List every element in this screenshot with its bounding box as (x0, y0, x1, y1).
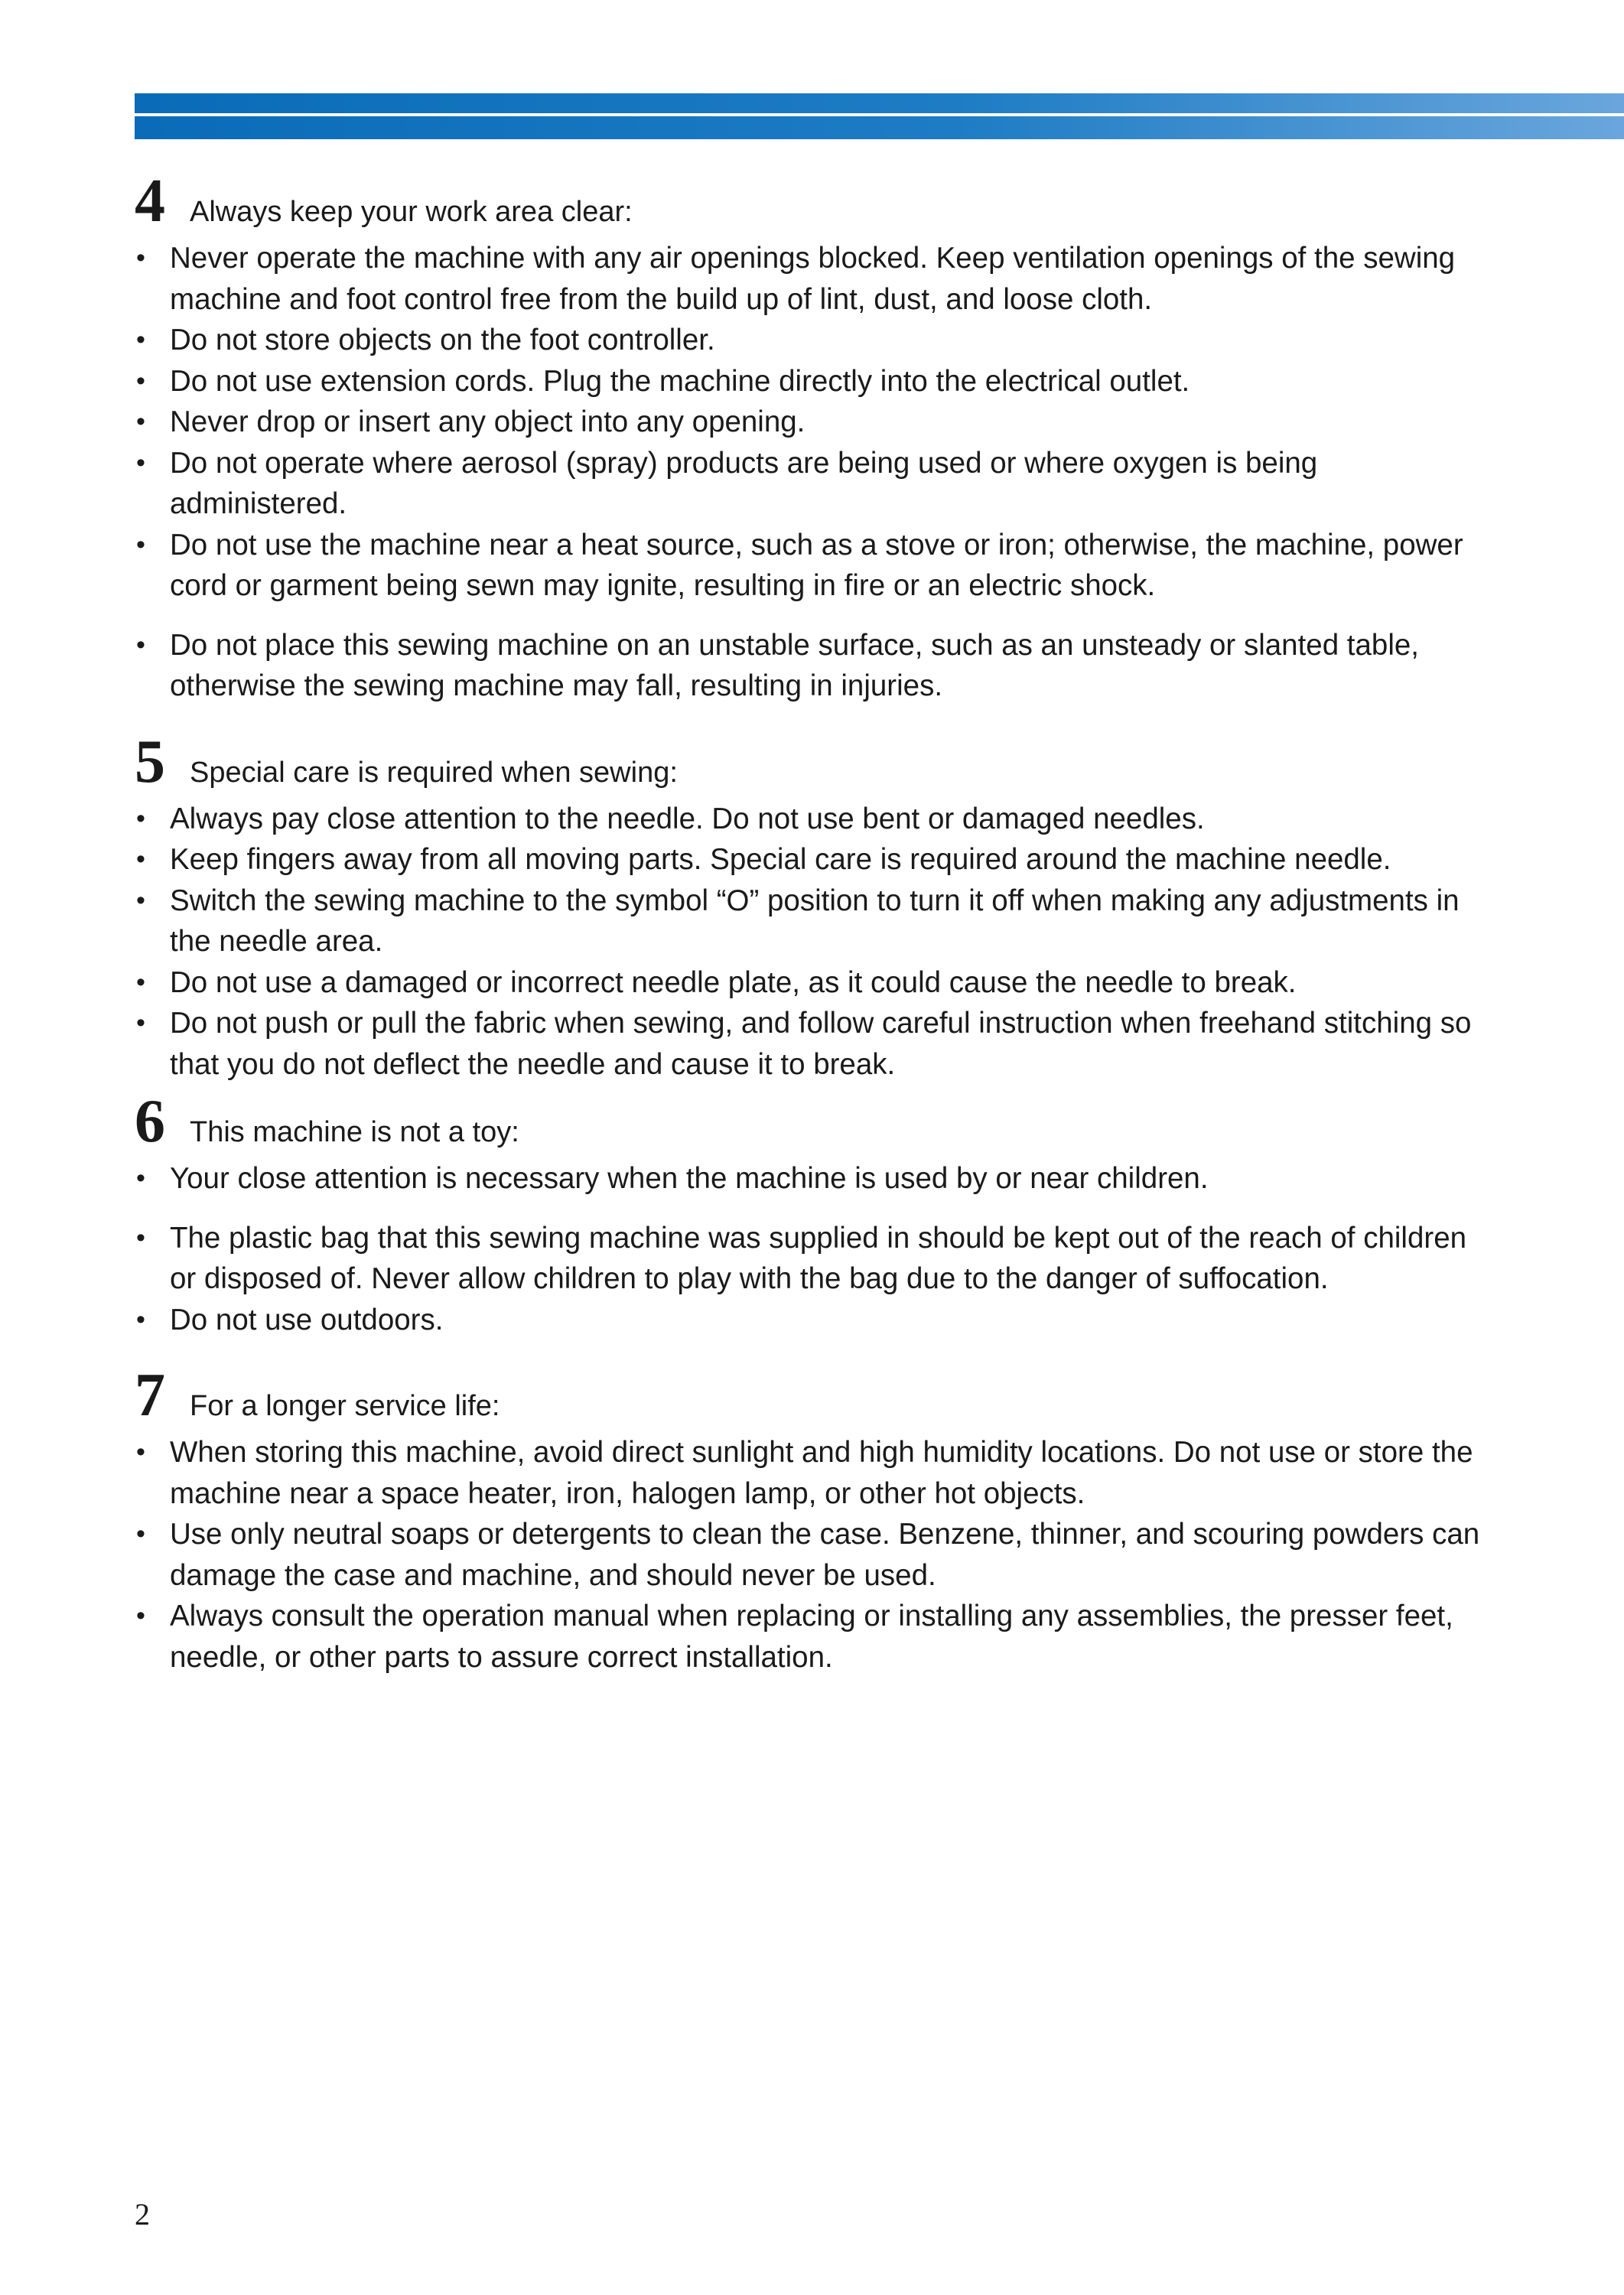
bullet-icon: • (136, 885, 145, 915)
page-number: 2 (135, 2197, 150, 2232)
section-title: For a longer service life: (190, 1390, 500, 1422)
section-heading (135, 725, 1496, 799)
header-color-band (135, 93, 1624, 139)
bullet-icon: • (136, 1519, 145, 1548)
bullet-icon: • (136, 407, 145, 436)
list-item-text: Do not use extension cords. Plug the machine directly into the electrical outlet. (170, 364, 1190, 398)
list-item (135, 1514, 1496, 1596)
list-item-text: Do not use a damaged or incorrect needle plate, as it could cause the needle to break. (170, 965, 1297, 999)
list-item-text: Do not push or pull the fabric when sewing, and follow careful instruction when freehand stitching so that you do not deflect the needle and cause it to break. (170, 1007, 1472, 1081)
bullet-list (135, 799, 1496, 1086)
list-item (135, 962, 1496, 1004)
bullet-icon: • (136, 1222, 145, 1252)
list-item (135, 1596, 1496, 1678)
list-item (135, 1218, 1496, 1300)
list-item-text: Never drop or insert any object into any opening. (170, 405, 805, 438)
list-item (135, 320, 1496, 361)
section-heading (135, 1085, 1496, 1158)
list-item (135, 402, 1496, 443)
list-item-text: Use only neutral soaps or detergents to clean the case. Benzene, thinner, and scouring powders can damage the case and machine, and should never be used. (170, 1518, 1480, 1592)
bullet-icon: • (136, 366, 145, 396)
bullet-list (135, 1158, 1496, 1340)
list-item (135, 1300, 1496, 1341)
section-7 (135, 1359, 1496, 1678)
list-item-text: Never operate the machine with any air openings blocked. Keep ventilation openings of the sewing machine and foot control free from the build up of lint, dust, and loose cloth. (170, 242, 1456, 316)
bullet-icon: • (136, 1304, 145, 1334)
list-item-text: Do not use the machine near a heat source, such as a stove or iron; otherwise, the machine, power cord or garment being sewn may ignite, resulting in fire or an electric shock. (170, 528, 1463, 602)
bullet-icon: • (136, 448, 145, 477)
bullet-icon: • (136, 325, 145, 354)
page-content (135, 164, 1496, 1678)
section-title: Special care is required when sewing: (190, 756, 678, 789)
bullet-icon: • (136, 803, 145, 833)
list-item (135, 238, 1496, 320)
section-number: 4 (135, 168, 165, 235)
list-item (135, 1432, 1496, 1514)
list-item (135, 1158, 1496, 1200)
list-item (135, 799, 1496, 840)
list-item-text: Do not place this sewing machine on an unstable surface, such as an unsteady or slanted table, otherwise the sewing machine may fall, resulting in injuries. (170, 628, 1419, 702)
header-band-upper (135, 93, 1624, 113)
list-item-text: Switch the sewing machine to the symbol “O” position to turn it off when making any adjustments in the needle area. (170, 884, 1460, 958)
list-item-text: Do not use outdoors. (170, 1303, 444, 1336)
bullet-icon: • (136, 845, 145, 874)
list-item (135, 443, 1496, 525)
list-item-text: When storing this machine, avoid direct sunlight and high humidity locations. Do not use or store the machine near a space heater, iron, halogen lamp, or other hot objects. (170, 1436, 1473, 1510)
list-item (135, 361, 1496, 402)
section-title: This machine is not a toy: (190, 1116, 519, 1148)
section-number: 5 (135, 728, 165, 796)
list-item (135, 1003, 1496, 1085)
bullet-icon: • (136, 243, 145, 272)
bullet-icon: • (136, 1601, 145, 1630)
list-item (135, 525, 1496, 607)
list-item-text: Keep fingers away from all moving parts. Special care is required around the machine needle. (170, 843, 1391, 876)
list-item-text: The plastic bag that this sewing machine was supplied in should be kept out of the reach of children or disposed of. Never allow children to play with the bag due to the danger of suffocation. (170, 1221, 1467, 1295)
header-band-lower (135, 116, 1624, 139)
list-item (135, 625, 1496, 707)
bullet-icon: • (136, 1164, 145, 1193)
bullet-icon: • (136, 1008, 145, 1037)
bullet-icon: • (136, 967, 145, 997)
section-heading (135, 164, 1496, 238)
section-title: Always keep your work area clear: (190, 196, 633, 228)
bullet-list (135, 238, 1496, 707)
list-item-text: Do not operate where aerosol (spray) products are being used or where oxygen is being administered. (170, 446, 1318, 520)
section-heading (135, 1359, 1496, 1432)
bullet-icon: • (136, 529, 145, 559)
bullet-icon: • (136, 630, 145, 659)
section-number: 6 (135, 1088, 165, 1155)
section-4 (135, 164, 1496, 707)
list-item-text: Your close attention is necessary when the machine is used by or near children. (170, 1162, 1209, 1195)
section-number: 7 (135, 1362, 165, 1429)
list-item-text: Always consult the operation manual when replacing or installing any assemblies, the presser feet, needle, or other parts to assure correct installation. (170, 1600, 1453, 1674)
bullet-icon: • (136, 1437, 145, 1467)
list-item-text: Always pay close attention to the needle. Do not use bent or damaged needles. (170, 802, 1205, 835)
bullet-list (135, 1432, 1496, 1678)
section-6 (135, 1085, 1496, 1340)
list-item (135, 881, 1496, 962)
list-item (135, 839, 1496, 881)
section-5 (135, 725, 1496, 1086)
list-item-text: Do not store objects on the foot controller. (170, 324, 715, 356)
